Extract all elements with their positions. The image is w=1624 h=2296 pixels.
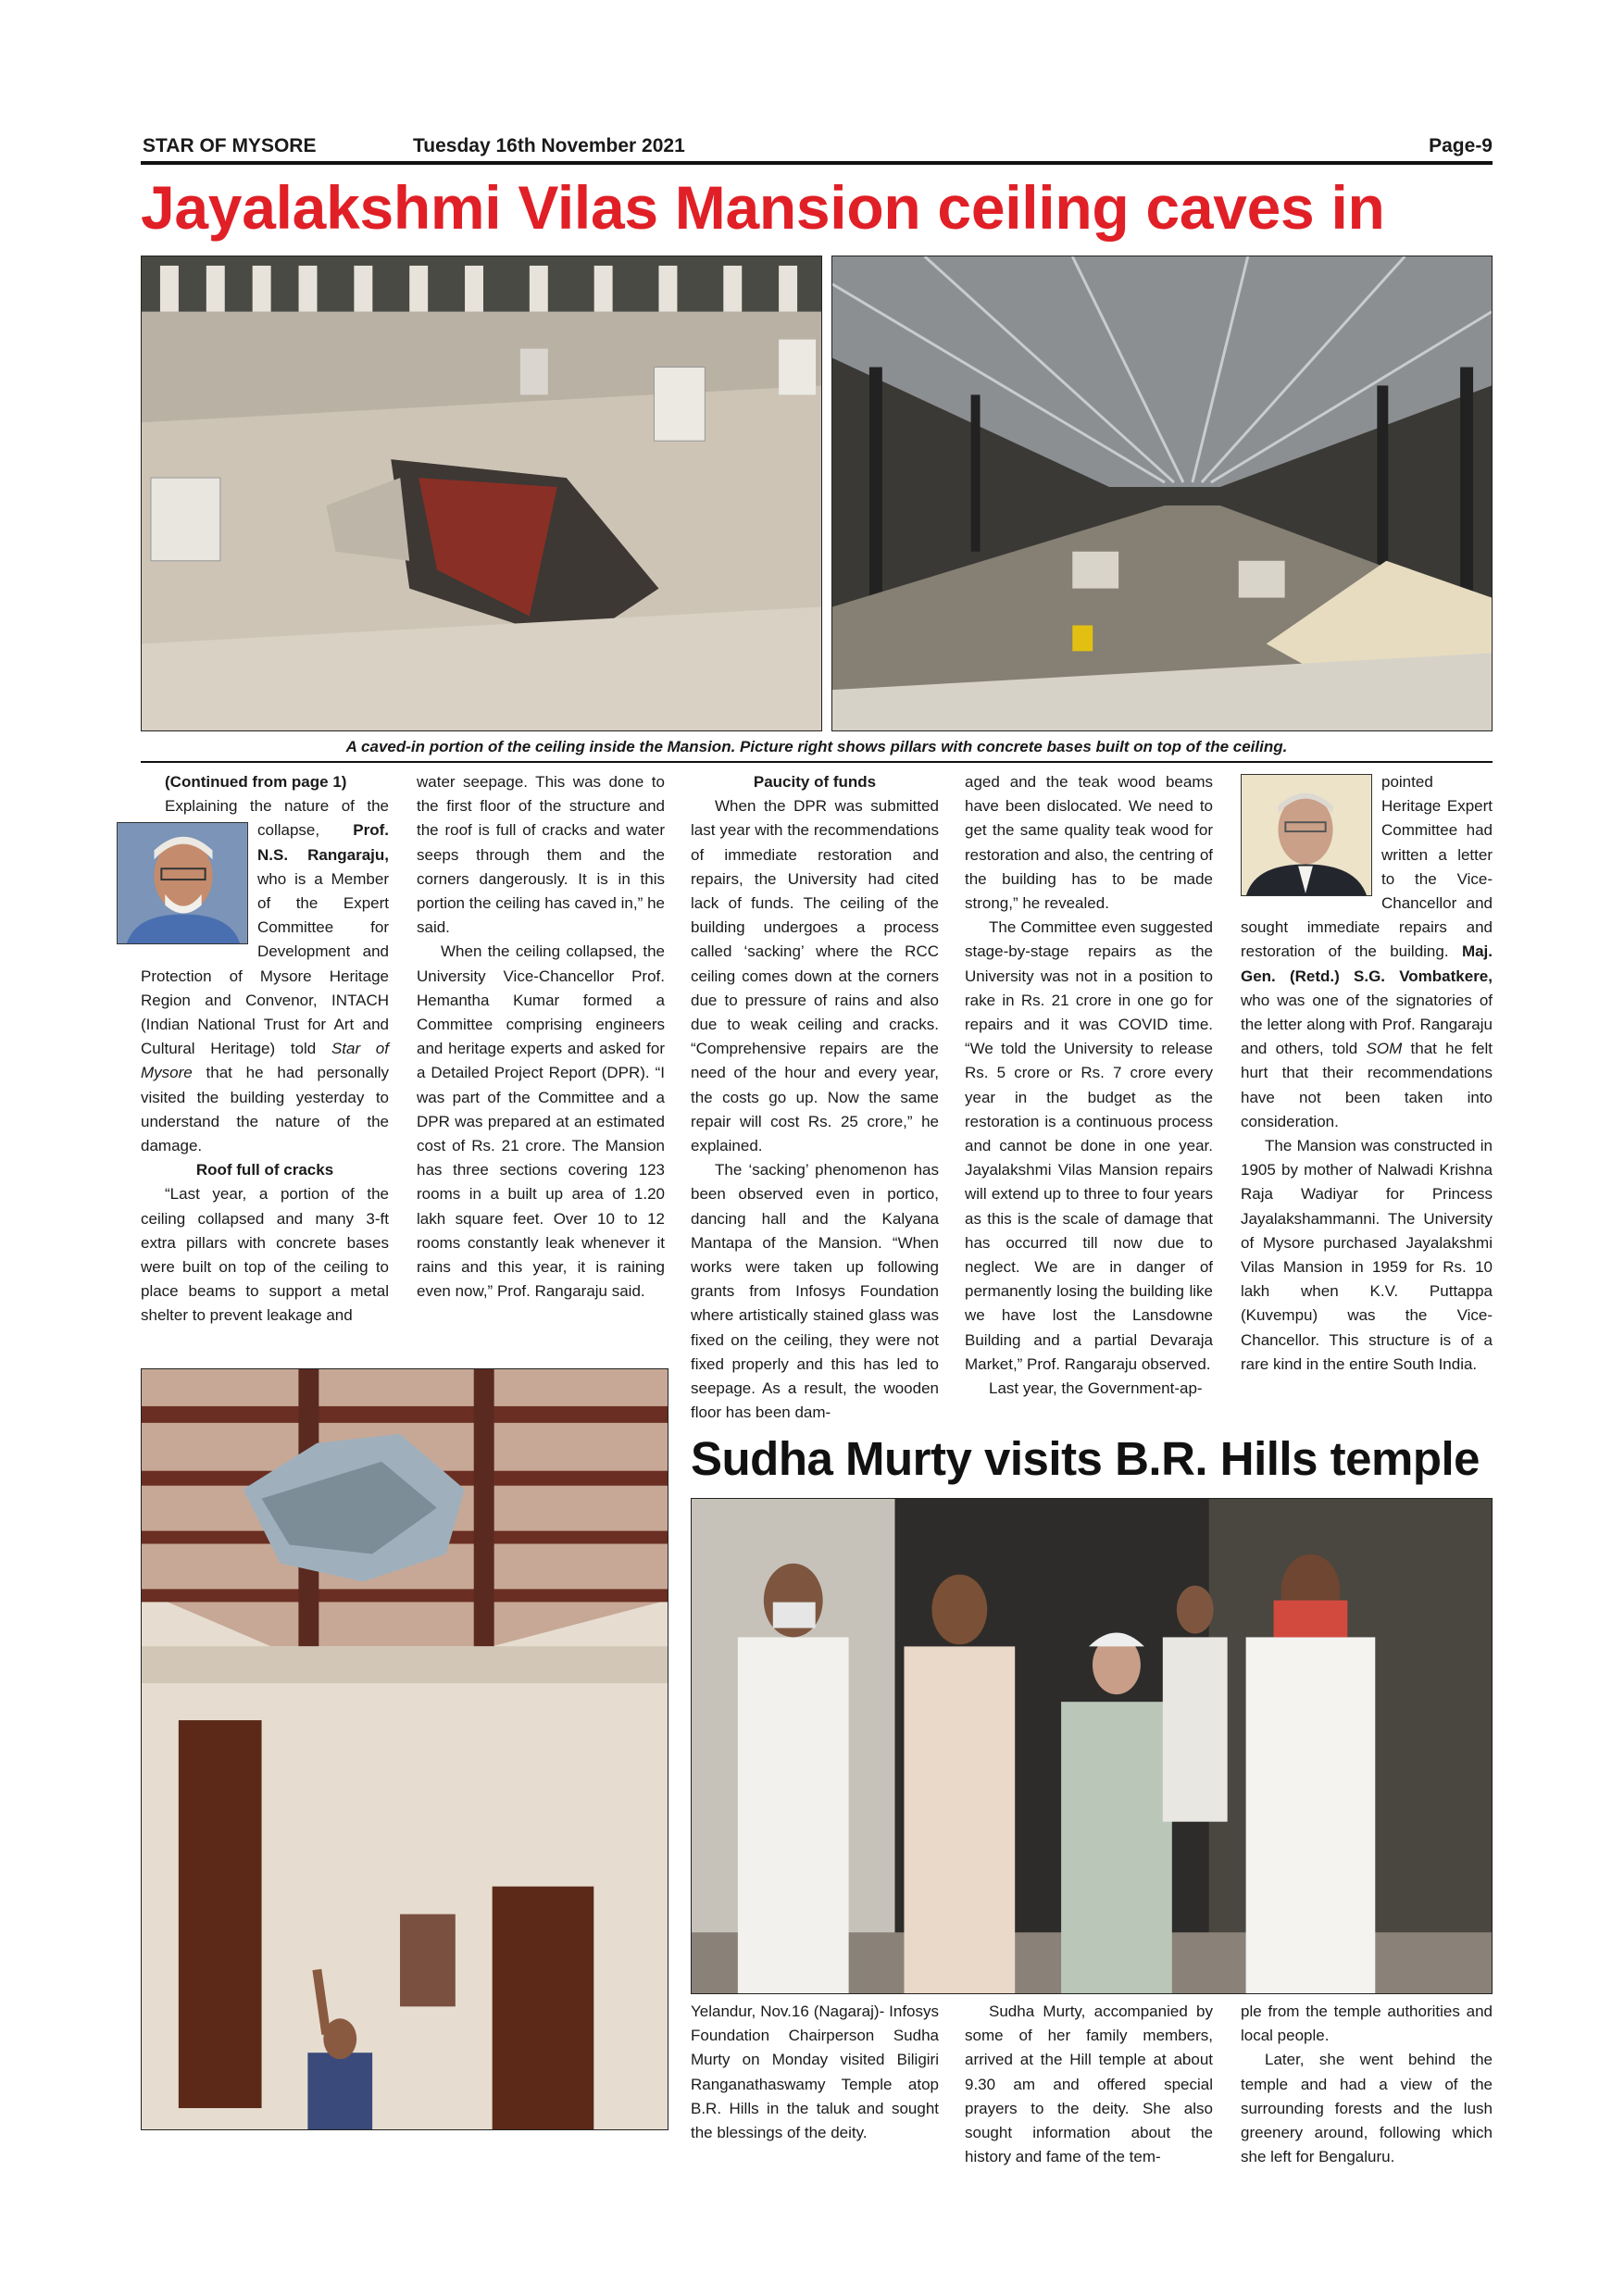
second-col2-text: Sudha Murty, accompanied by some of her family members, arrived at the Hill temple at about 9.30 am and offered special prayers to the deity. She also sought information about the history and fame of the tem-: [965, 2003, 1213, 2166]
collapsed-ceiling-photo: [141, 1368, 668, 2130]
ceiling-hole-photo: [141, 256, 822, 731]
vombatkere-photo: [1241, 774, 1372, 896]
rangaraju-photo: [117, 822, 248, 944]
subhead-paucity: Paucity of funds: [753, 773, 877, 791]
header-rule: [141, 161, 1493, 165]
rangaraju-name: Prof. N.S. Rangaraju,: [257, 821, 389, 864]
col3-para2: The ‘sacking’ phenomenon has been observed even in portico, dancing hall and the Kalyana Mantapa of the Mansion. “When works were taken up following grants from Infosys Foundation where artistically stained glass was fixed on the ceiling, they were not fixed properly and this has led to seepage. As a result, the wooden floor has been dam-: [691, 1161, 939, 1422]
second-col1-text: Yelandur, Nov.16 (Nagaraj)- Infosys Foundation Chairperson Sudha Murty on Monday visited Biligiri Ranganathaswamy Temple atop B.R. Hills in the taluk and sought the blessings of the deity.: [691, 2003, 939, 2142]
subhead-roof-cracks: Roof full of cracks: [195, 1161, 334, 1179]
lead-column-5: [1241, 770, 1493, 1377]
col5-para2: The Mansion was constructed in 1905 by mother of Nalwadi Krishna Raja Wadiyar for Princess Jayalakshammanni. The University of Mysore purchased Jayalakshmi Vilas Mansion in 1959 for Rs. 10 lakh when K.V. Puttappa (Kuvempu) was the Vice-Chancellor. This structure is of a rare kind in the entire South India.: [1241, 1137, 1493, 1373]
second-column-3: [1241, 2000, 1493, 2169]
second-col3-text-b: Later, she went behind the temple and had a view of the surrounding forests and the lush greenery around, following which she left for Bengaluru.: [1241, 2051, 1493, 2166]
lead-column-4: [965, 770, 1213, 1401]
lead-headline: Jayalakshmi Vilas Mansion ceiling caves in: [141, 173, 1385, 242]
continued-note: (Continued from page 1): [165, 773, 347, 791]
lead-column-3: [691, 770, 939, 1425]
second-headline: Sudha Murty visits B.R. Hills temple: [691, 1432, 1480, 1485]
paper-name: STAR OF MYSORE: [143, 135, 317, 156]
lead-column-1: [141, 770, 389, 1329]
col2-para1: water seepage. This was done to the first floor of the structure and the roof is full of cracks and water seeps through them and the corners dangerously. It is in this portion the ceiling has caved in,” he said.: [417, 773, 665, 937]
caption-rule: [141, 761, 1493, 763]
col1-para2: “Last year, a portion of the ceiling collapsed and many 3-ft extra pillars with concrete bases were built on top of the ceiling to place beams to support a metal shelter to prevent leakage and: [141, 1185, 389, 1325]
col4-para1: aged and the teak wood beams have been dislocated. We need to get the same quality teak wood for restoration and also, the centring of the building has to be made strong,” he revealed.: [965, 773, 1213, 913]
col5-text: who was one of the signatories of the letter along with Prof. Rangaraju and others, told: [1241, 991, 1493, 1058]
som-name: Star of Mysore: [141, 1040, 389, 1082]
photo-caption: A caved-in portion of the ceiling inside the Mansion. Picture right shows pillars with concrete bases built on top of the ceiling.: [345, 738, 1288, 755]
col4-para2: The Committee even suggested stage-by-stage repairs as the University was not in a position to rake in Rs. 21 crore in one go for repairs and it was COVID time. “We told the University to release Rs. 5 crore or Rs. 7 crore every year in the budget as the restoration is a continuous process and cannot be done in one year. Jayalakshmi Vilas Mansion repairs will extend up to three to four years as this is the scale of damage that has occurred till now due to neglect. We are in danger of permanently losing the building like we have lost the Lansdowne Building and a partial Devaraja Market,” Prof. Rangaraju observed.: [965, 918, 1213, 1373]
second-column-1: [691, 2000, 939, 2145]
col1-intro: Explaining the nature of the collapse,: [165, 797, 389, 840]
pillars-photo: [831, 256, 1493, 731]
col5-text-end: that he felt hurt that their recommendations have not been taken into consideration.: [1241, 1040, 1493, 1130]
col1-text-end: that he had personally visited the building yesterday to understand the nature of the damage.: [141, 1064, 389, 1155]
som-abbrev: SOM: [1366, 1040, 1403, 1058]
page-number: Page-9: [1429, 135, 1493, 156]
col3-para1: When the DPR was submitted last year with the recommendations of immediate restoration and repairs, the University had cited lack of funds. The ceiling of the building undergoes a process called ‘sacking’ where the RCC ceiling comes down at the corners due to pressure of rains and also due to weak ceiling and cracks. “Comprehensive repairs are the need of the hour and every year, the costs go up. Now the same repair will cost Rs. 25 crore,” he explained.: [691, 797, 939, 1155]
col2-para2: When the ceiling collapsed, the University Vice-Chancellor Prof. Hemantha Kumar formed a Committee comprising engineers and heritage experts and asked for a Detailed Project Report (DPR). “I was part of the Committee and a DPR was prepared at an estimated cost of Rs. 21 crore. The Mansion has three sections covering 123 rooms in a built up area of 1.20 lakh square feet. Over 10 to 12 rooms constantly leak whenever it rains and this year, it is raining even now,” Prof. Rangaraju said.: [417, 942, 665, 1301]
second-column-2: [965, 2000, 1213, 2169]
col1-text: who is a Member of the Expert Committee for Development and Protection of Mysore Heritage Region and Convenor, INTACH (Indian National Trust for Art and Cultural Heritage) told: [141, 869, 389, 1058]
second-col3-text-a: ple from the temple authorities and local people.: [1241, 2003, 1493, 2045]
col4-para3: Last year, the Government-ap-: [989, 1379, 1203, 1398]
vombatkere-name: Maj. Gen. (Retd.) S.G. Vombatkere,: [1241, 942, 1493, 985]
issue-date: Tuesday 16th November 2021: [413, 135, 685, 156]
sudha-murty-photo: [691, 1498, 1493, 1994]
col5-intro: pointed Heritage Expert Committee had written a letter to the Vice-Chancellor and sought immediate repairs and restoration of the building.: [1241, 773, 1493, 961]
lead-column-2: [417, 770, 665, 1304]
